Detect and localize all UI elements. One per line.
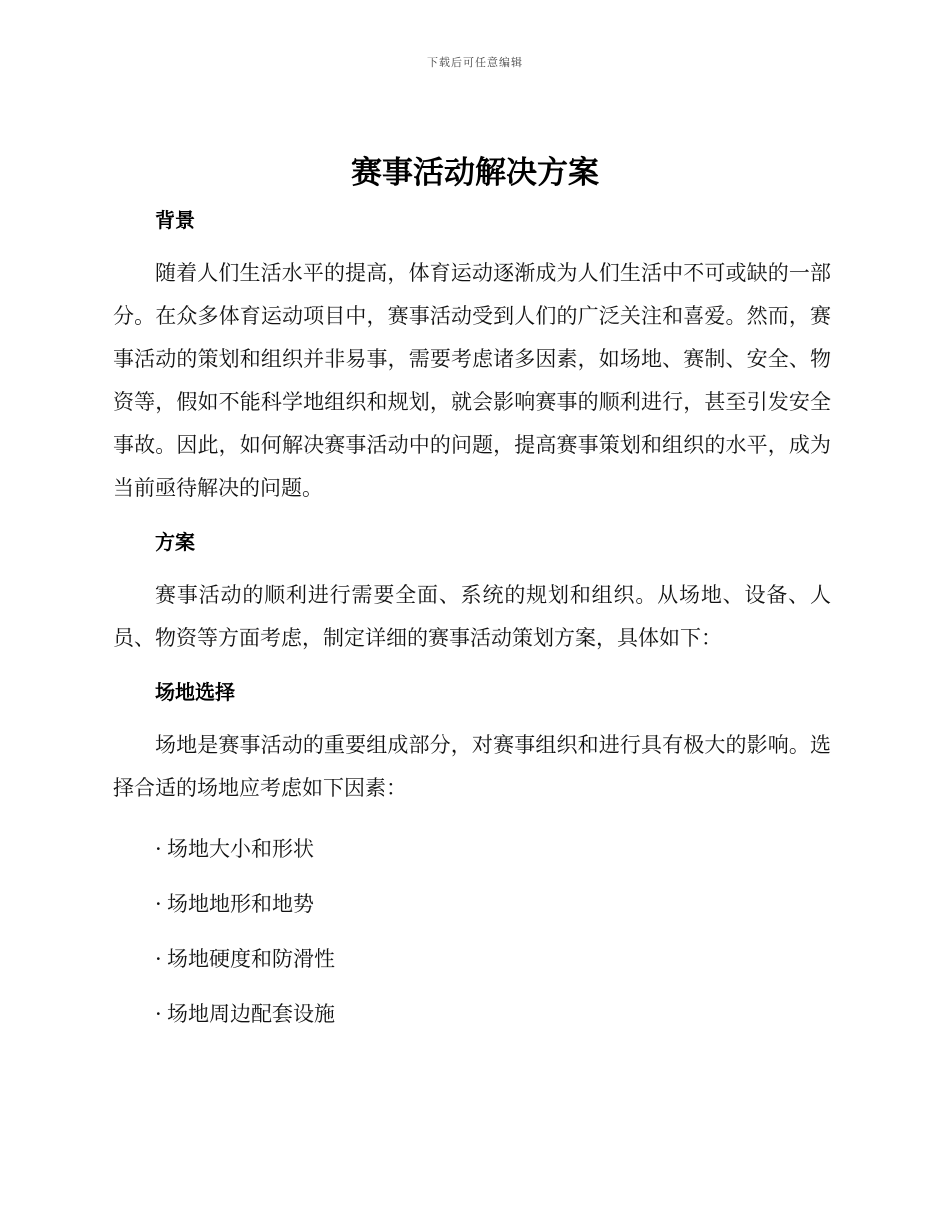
venue-bullet-list bbox=[113, 835, 831, 1028]
bullet-text: 场地地形和地势 bbox=[167, 892, 314, 916]
page-header-watermark: 下载后可任意编辑 bbox=[427, 56, 523, 69]
section-heading-venue: 场地选择 bbox=[155, 680, 235, 704]
section-heading-background: 背景 bbox=[155, 208, 195, 232]
plan-paragraph: 赛事活动的顺利进行需要全面、系统的规划和组织。从场地、设备、人员、物资等方面考虑，制定详细的赛事活动策划方案，具体如下： bbox=[113, 583, 831, 650]
bullet-text: 场地周边配套设施 bbox=[167, 1002, 335, 1026]
list-item bbox=[113, 1000, 831, 1028]
background-paragraph: 随着人们生活水平的提高，体育运动逐渐成为人们生活中不可或缺的一部分。在众多体育运动项目中，赛事活动受到人们的广泛关注和喜爱。然而，赛事活动的策划和组织并非易事，需要考虑诸多因素，如场地、赛制、安全、物资等，假如不能科学地组织和规划，就会影响赛事的顺利进行，甚至引发安全事故。因此，如何解决赛事活动中的问题，提高赛事策划和组织的水平，成为当前亟待解决的问题。 bbox=[113, 261, 831, 500]
document-title: 赛事活动解决方案 bbox=[351, 155, 599, 191]
list-item bbox=[113, 890, 831, 918]
list-item bbox=[113, 945, 831, 973]
bullet-text: 场地大小和形状 bbox=[167, 837, 314, 861]
section-heading-plan: 方案 bbox=[155, 530, 195, 554]
bullet-marker: · bbox=[155, 947, 162, 971]
bullet-text: 场地硬度和防滑性 bbox=[167, 947, 335, 971]
bullet-marker: · bbox=[155, 837, 162, 861]
list-item bbox=[113, 835, 831, 863]
document-body bbox=[113, 200, 831, 1028]
venue-paragraph: 场地是赛事活动的重要组成部分，对赛事组织和进行具有极大的影响。选择合适的场地应考虑如下因素： bbox=[113, 733, 831, 800]
bullet-marker: · bbox=[155, 1002, 162, 1026]
bullet-marker: · bbox=[155, 892, 162, 916]
